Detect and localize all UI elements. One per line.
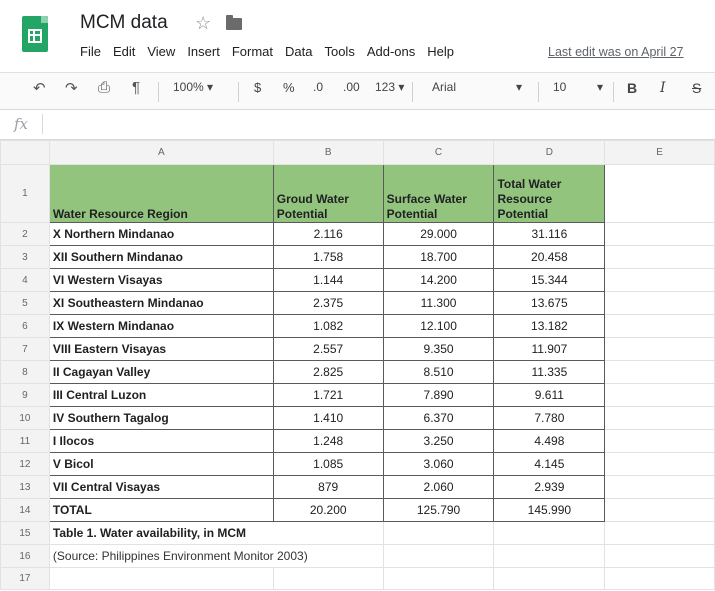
row-header[interactable]: 6 [1,315,50,338]
font-value: Arial [432,80,457,94]
row-header[interactable]: 8 [1,361,50,384]
empty-cell[interactable] [494,568,605,590]
table-row [1,361,715,384]
total-cell[interactable]: 11.907 [494,338,605,361]
menu-tools[interactable]: Tools [324,44,355,59]
total-cell[interactable]: 11.335 [494,361,605,384]
number-format-value: 123 [375,80,396,94]
chevron-down-icon: ▾ [597,80,604,94]
menu-view[interactable]: View [147,44,176,59]
table-row [1,384,715,407]
surface-water-cell[interactable]: 125.790 [383,499,494,522]
currency-button[interactable]: $ [254,80,262,95]
row-header[interactable]: 12 [1,453,50,476]
table-row [1,338,715,361]
font-size-select[interactable] [553,80,603,94]
print-icon[interactable]: ⎙ [98,79,111,96]
total-cell[interactable]: 9.611 [494,384,605,407]
ground-water-cell[interactable]: 2.375 [273,292,383,315]
empty-cell[interactable] [605,246,715,269]
empty-cell[interactable] [605,315,715,338]
font-size-value: 10 [553,80,567,94]
empty-cell[interactable] [605,430,715,453]
ground-water-cell[interactable]: 1.082 [273,315,383,338]
ground-water-cell[interactable]: 1.144 [273,269,383,292]
ground-water-cell[interactable]: 1.721 [273,384,383,407]
total-cell[interactable]: 20.458 [494,246,605,269]
font-select[interactable] [432,80,522,94]
region-cell[interactable]: VIII Eastern Visayas [49,338,273,361]
row-header[interactable]: 11 [1,430,50,453]
surface-water-cell[interactable]: 3.250 [383,430,494,453]
empty-cell[interactable] [494,522,605,545]
empty-cell[interactable] [605,338,715,361]
last-edit-link[interactable]: Last edit was on April 27 [548,45,684,59]
surface-water-cell[interactable]: 7.890 [383,384,494,407]
ground-water-cell[interactable]: 2.825 [273,361,383,384]
select-all-corner[interactable] [1,141,50,165]
number-format-select[interactable]: 123 ▾ [375,80,405,94]
table-row [1,246,715,269]
row-header[interactable]: 14 [1,499,50,522]
surface-water-cell[interactable]: 12.100 [383,315,494,338]
total-cell[interactable]: 2.939 [494,476,605,499]
zoom-value: 100% [173,80,204,94]
ground-water-cell[interactable]: 2.116 [273,223,383,246]
spreadsheet-grid[interactable] [0,140,715,590]
table-caption-cell[interactable]: Table 1. Water availability, in MCM [49,522,383,545]
table-row [1,315,715,338]
increase-decimal-button[interactable]: .00 [343,80,360,94]
source-note-cell[interactable]: (Source: Philippines Environment Monitor 2003) [49,545,383,568]
ground-water-cell[interactable]: 1.758 [273,246,383,269]
region-cell[interactable]: TOTAL [49,499,273,522]
row-header[interactable]: 4 [1,269,50,292]
menu-insert[interactable]: Insert [187,44,220,59]
star-icon[interactable]: ☆ [195,13,212,33]
header-cell-ground-water[interactable]: Groud Water Potential [273,165,383,223]
ground-water-cell[interactable]: 1.085 [273,453,383,476]
table-row [1,453,715,476]
region-cell[interactable]: IX Western Mindanao [49,315,273,338]
table-row [1,476,715,499]
region-cell[interactable]: III Central Luzon [49,384,273,407]
total-cell[interactable]: 7.780 [494,407,605,430]
table-row [1,407,715,430]
surface-water-cell[interactable]: 2.060 [383,476,494,499]
menu-bar [74,44,460,62]
column-header-e[interactable]: E [605,141,715,165]
strikethrough-button[interactable]: S [692,80,702,96]
percent-button[interactable]: % [283,80,295,95]
column-header-c[interactable]: C [383,141,494,165]
empty-cell[interactable] [383,522,494,545]
empty-cell[interactable] [605,269,715,292]
empty-cell[interactable] [605,292,715,315]
row-header[interactable]: 17 [1,568,50,590]
empty-cell[interactable] [49,568,273,590]
row-header[interactable]: 10 [1,407,50,430]
menu-file[interactable]: File [80,44,101,59]
total-cell[interactable]: 31.116 [494,223,605,246]
empty-cell[interactable] [605,499,715,522]
column-header-d[interactable]: D [494,141,605,165]
table-row [1,292,715,315]
surface-water-cell[interactable]: 14.200 [383,269,494,292]
undo-icon[interactable]: ↶ [33,80,46,97]
region-cell[interactable]: V Bicol [49,453,273,476]
surface-water-cell[interactable]: 29.000 [383,223,494,246]
cell-table[interactable] [0,140,715,590]
region-cell[interactable]: II Cagayan Valley [49,361,273,384]
surface-water-cell[interactable]: 9.350 [383,338,494,361]
region-cell[interactable]: VI Western Visayas [49,269,273,292]
menu-edit[interactable]: Edit [112,44,136,59]
total-cell[interactable]: 13.182 [494,315,605,338]
menu-help[interactable]: Help [427,44,454,59]
surface-water-cell[interactable]: 8.510 [383,361,494,384]
ground-water-cell[interactable]: 20.200 [273,499,383,522]
empty-cell[interactable] [605,568,715,590]
bold-button[interactable]: B [627,80,638,96]
ground-water-cell[interactable]: 2.557 [273,338,383,361]
table-row [1,499,715,522]
fx-icon: fx [14,115,29,133]
empty-cell[interactable] [605,545,715,568]
ground-water-cell[interactable]: 879 [273,476,383,499]
empty-cell[interactable] [383,545,494,568]
column-header-b[interactable]: B [273,141,383,165]
region-cell[interactable]: XI Southeastern Mindanao [49,292,273,315]
empty-cell[interactable] [605,361,715,384]
empty-cell[interactable] [605,476,715,499]
region-cell[interactable]: VII Central Visayas [49,476,273,499]
surface-water-cell[interactable]: 6.370 [383,407,494,430]
column-header-a[interactable]: A [49,141,273,165]
empty-cell[interactable] [494,545,605,568]
row-header[interactable]: 5 [1,292,50,315]
row-header[interactable]: 2 [1,223,50,246]
header-cell-total[interactable]: Total Water Resource Potential [494,165,605,223]
ground-water-cell[interactable]: 1.248 [273,430,383,453]
region-cell[interactable]: IV Southern Tagalog [49,407,273,430]
region-cell[interactable]: X Northern Mindanao [49,223,273,246]
table-row [1,223,715,246]
header-cell-surface-water[interactable]: Surface Water Potential [383,165,494,223]
ground-water-cell[interactable]: 1.410 [273,407,383,430]
row-header[interactable]: 15 [1,522,50,545]
surface-water-cell[interactable]: 11.300 [383,292,494,315]
empty-cell[interactable] [605,223,715,246]
table-row [1,269,715,292]
empty-cell[interactable] [605,407,715,430]
chevron-down-icon: ▾ [516,80,523,94]
folder-icon[interactable] [226,18,242,30]
formula-bar-divider [42,114,43,134]
region-cell[interactable]: XII Southern Mindanao [49,246,273,269]
row-header[interactable]: 9 [1,384,50,407]
redo-icon[interactable]: ↷ [65,80,78,97]
total-cell[interactable]: 145.990 [494,499,605,522]
menu-format[interactable]: Format [231,44,273,59]
document-title[interactable]: MCM data [80,12,168,33]
surface-water-cell[interactable]: 3.060 [383,453,494,476]
header-cell-region[interactable]: Water Resource Region [49,165,273,223]
surface-water-cell[interactable]: 18.700 [383,246,494,269]
empty-cell[interactable] [273,568,383,590]
table-row [1,430,715,453]
total-cell[interactable]: 13.675 [494,292,605,315]
row-header[interactable]: 13 [1,476,50,499]
menu-data[interactable]: Data [285,44,313,59]
italic-button[interactable]: I [660,80,666,96]
empty-cell[interactable] [383,568,494,590]
region-cell[interactable]: I Ilocos [49,430,273,453]
empty-cell[interactable] [605,453,715,476]
row-header[interactable]: 16 [1,545,50,568]
total-cell[interactable]: 15.344 [494,269,605,292]
sheets-logo-icon[interactable] [22,16,48,52]
decrease-decimal-button[interactable]: .0 [313,80,324,94]
row-header[interactable]: 7 [1,338,50,361]
empty-cell[interactable] [605,165,715,223]
zoom-select[interactable]: 100% ▾ [173,80,214,94]
paint-format-icon[interactable]: ¶ [132,79,141,96]
total-cell[interactable]: 4.145 [494,453,605,476]
total-cell[interactable]: 4.498 [494,430,605,453]
empty-cell[interactable] [605,522,715,545]
row-header[interactable]: 3 [1,246,50,269]
menu-addons[interactable]: Add-ons [366,44,416,59]
formula-bar[interactable] [0,110,715,140]
empty-cell[interactable] [605,384,715,407]
row-header[interactable]: 1 [1,165,50,223]
